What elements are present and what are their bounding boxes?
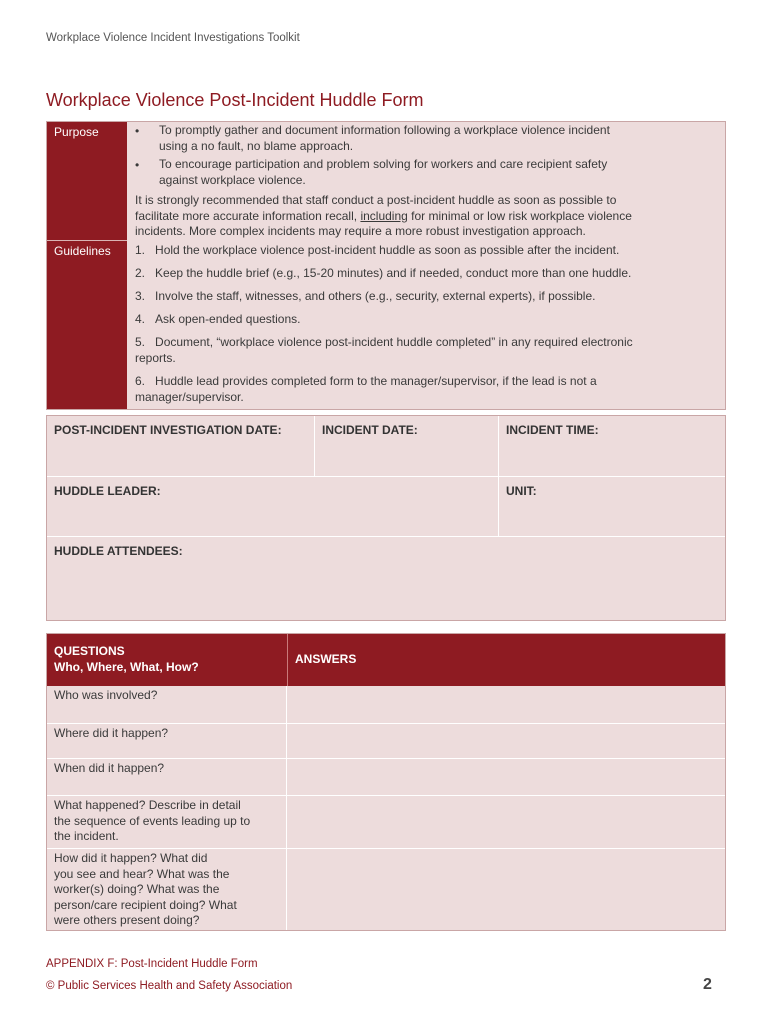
investigation-date-label: POST-INCIDENT INVESTIGATION DATE: xyxy=(54,423,282,437)
question-when: When did it happen? xyxy=(54,761,165,775)
page-number: 2 xyxy=(703,976,712,993)
unit-field[interactable] xyxy=(499,477,725,537)
guideline-item-4: 4. Ask open-ended questions. xyxy=(135,312,301,326)
appendix-footer: APPENDIX F: Post-Incident Huddle Form xyxy=(46,958,258,970)
huddle-leader-field[interactable] xyxy=(47,477,499,537)
guideline-item-2: 2. Keep the huddle brief (e.g., 15-20 minutes) and if needed, conduct more than one huddle. xyxy=(135,266,632,280)
guideline-item-3: 3. Involve the staff, witnesses, and others (e.g., security, external experts), if possible. xyxy=(135,289,596,303)
answer-what-field[interactable] xyxy=(288,796,725,848)
answers-column-header: ANSWERS xyxy=(295,652,357,666)
form-title: Workplace Violence Post-Incident Huddle Form xyxy=(46,90,424,110)
questions-column-header: QUESTIONS Who, Where, What, How? xyxy=(54,644,199,674)
section-divider xyxy=(47,240,127,241)
purpose-guidelines-content xyxy=(127,122,725,409)
unit-label: UNIT: xyxy=(506,484,537,498)
table-row xyxy=(47,724,725,758)
incident-info-grid xyxy=(46,415,726,621)
header-divider xyxy=(287,634,288,686)
table-row xyxy=(47,686,725,723)
investigation-date-field[interactable] xyxy=(47,416,315,477)
guidelines-label: Guidelines xyxy=(54,244,111,258)
purpose-guidelines-block xyxy=(46,121,726,410)
question-who: Who was involved? xyxy=(54,688,158,702)
question-what: What happened? Describe in detail the sequence of events leading up to the incident. xyxy=(54,798,251,843)
huddle-leader-label: HUDDLE LEADER: xyxy=(54,484,161,498)
running-header: Workplace Violence Incident Investigations Toolkit xyxy=(46,32,300,44)
questions-table xyxy=(46,633,726,931)
guideline-item-1: 1. Hold the workplace violence post-incident huddle as soon as possible after the incident. xyxy=(135,243,620,257)
incident-date-label: INCIDENT DATE: xyxy=(322,423,418,437)
bullet-icon: • xyxy=(135,158,140,172)
purpose-paragraph: It is strongly recommended that staff conduct a post-incident huddle as soon as possible to facilitate more accurate information recall, including for minimal or low risk workplace violence incidents. More complex incidents may require a more robust investigation approach. xyxy=(135,193,632,238)
purpose-bullet-1: To promptly gather and document information following a workplace violence incident using a no fault, no blame approach. xyxy=(159,123,610,153)
guideline-item-6: 6. Huddle lead provides completed form to the manager/supervisor, if the lead is not a manager/supervisor. xyxy=(135,374,597,404)
answer-who-field[interactable] xyxy=(288,686,725,723)
incident-date-field[interactable] xyxy=(315,416,499,477)
question-where: Where did it happen? xyxy=(54,726,169,740)
answer-how-field[interactable] xyxy=(288,849,725,930)
section-label-column xyxy=(47,122,127,409)
bullet-icon: • xyxy=(135,124,140,138)
huddle-attendees-field[interactable] xyxy=(47,537,725,620)
table-row xyxy=(47,849,725,930)
purpose-label: Purpose xyxy=(54,125,99,139)
questions-table-header xyxy=(47,634,725,686)
copyright-footer: © Public Services Health and Safety Association xyxy=(46,980,293,992)
incident-time-field[interactable] xyxy=(499,416,725,477)
answer-when-field[interactable] xyxy=(288,759,725,795)
question-how: How did it happen? What did you see and hear? What was the worker(s) doing? What was the person/care recipient doing? What were others present doing? xyxy=(54,851,237,927)
table-row xyxy=(47,759,725,795)
purpose-bullet-2: To encourage participation and problem solving for workers and care recipient safety against workplace violence. xyxy=(159,157,608,187)
answer-where-field[interactable] xyxy=(288,724,725,758)
incident-time-label: INCIDENT TIME: xyxy=(506,423,599,437)
guideline-item-5: 5. Document, “workplace violence post-incident huddle completed” in any required electronic reports. xyxy=(135,335,633,365)
huddle-attendees-label: HUDDLE ATTENDEES: xyxy=(54,544,183,558)
table-row xyxy=(47,796,725,848)
